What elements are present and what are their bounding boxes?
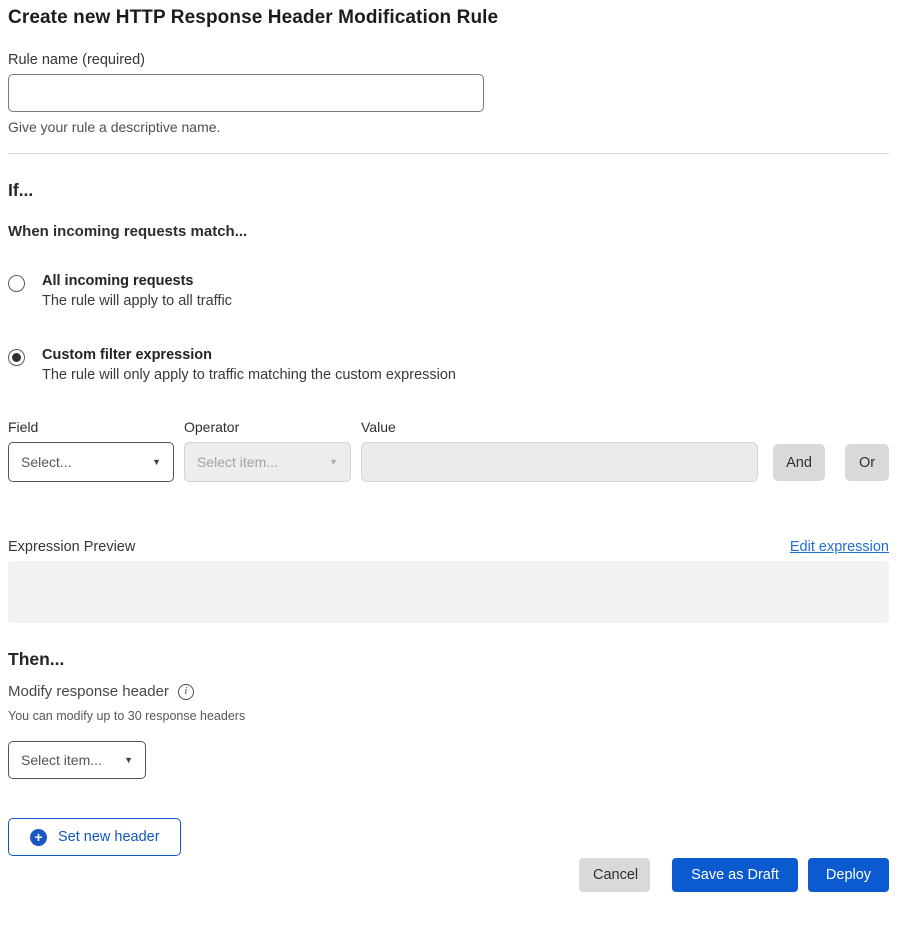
field-select-value: Select... xyxy=(21,454,72,470)
operator-select-value: Select item... xyxy=(197,454,278,470)
cancel-button[interactable]: Cancel xyxy=(579,858,650,892)
edit-expression-link[interactable]: Edit expression xyxy=(789,539,889,555)
and-button[interactable]: And xyxy=(773,444,825,481)
radio-option-custom-filter[interactable] xyxy=(8,347,889,383)
save-as-draft-button[interactable]: Save as Draft xyxy=(672,858,798,892)
header-action-select[interactable] xyxy=(8,741,146,779)
chevron-down-icon: ▼ xyxy=(152,457,161,467)
operator-select xyxy=(184,442,351,482)
modify-response-header-label: Modify response header xyxy=(8,683,169,700)
expression-preview-header xyxy=(8,539,889,555)
modify-header-row xyxy=(8,683,889,700)
expression-preview-box[interactable] xyxy=(8,561,889,623)
section-divider xyxy=(8,153,889,154)
rule-name-helper: Give your rule a descriptive name. xyxy=(8,119,221,135)
radio-label-all-incoming: All incoming requests xyxy=(42,273,194,289)
radio-button-icon[interactable] xyxy=(8,275,25,292)
incoming-requests-subheading: When incoming requests match... xyxy=(8,223,248,240)
rule-name-input[interactable] xyxy=(8,74,484,112)
or-button[interactable]: Or xyxy=(845,444,889,481)
field-label: Field xyxy=(8,419,39,435)
chevron-down-icon: ▼ xyxy=(329,457,338,467)
then-heading: Then... xyxy=(8,649,65,669)
operator-label: Operator xyxy=(184,419,240,435)
plus-icon: + xyxy=(30,829,47,846)
footer-actions xyxy=(8,858,889,892)
radio-button-checked-icon[interactable] xyxy=(8,349,25,366)
radio-desc-custom-filter: The rule will only apply to traffic matching the custom expression xyxy=(42,367,456,383)
radio-label-custom-filter: Custom filter expression xyxy=(42,347,213,363)
page-title: Create new HTTP Response Header Modification Rule xyxy=(8,7,499,28)
radio-desc-all-incoming: The rule will apply to all traffic xyxy=(42,293,232,309)
deploy-button[interactable]: Deploy xyxy=(808,858,889,892)
modify-header-helper: You can modify up to 30 response headers xyxy=(8,709,246,723)
rule-name-label: Rule name (required) xyxy=(8,52,146,68)
expression-builder-row xyxy=(8,419,889,482)
value-label: Value xyxy=(361,419,396,435)
value-input xyxy=(361,442,758,482)
chevron-down-icon: ▼ xyxy=(124,755,133,765)
set-new-header-label: Set new header xyxy=(58,829,160,845)
header-action-select-value: Select item... xyxy=(21,752,102,768)
info-icon[interactable]: i xyxy=(178,684,194,700)
expression-preview-label: Expression Preview xyxy=(8,539,136,555)
radio-option-all-incoming[interactable] xyxy=(8,273,889,309)
set-new-header-button[interactable] xyxy=(8,818,181,856)
field-select[interactable] xyxy=(8,442,174,482)
if-heading: If... xyxy=(8,180,34,200)
